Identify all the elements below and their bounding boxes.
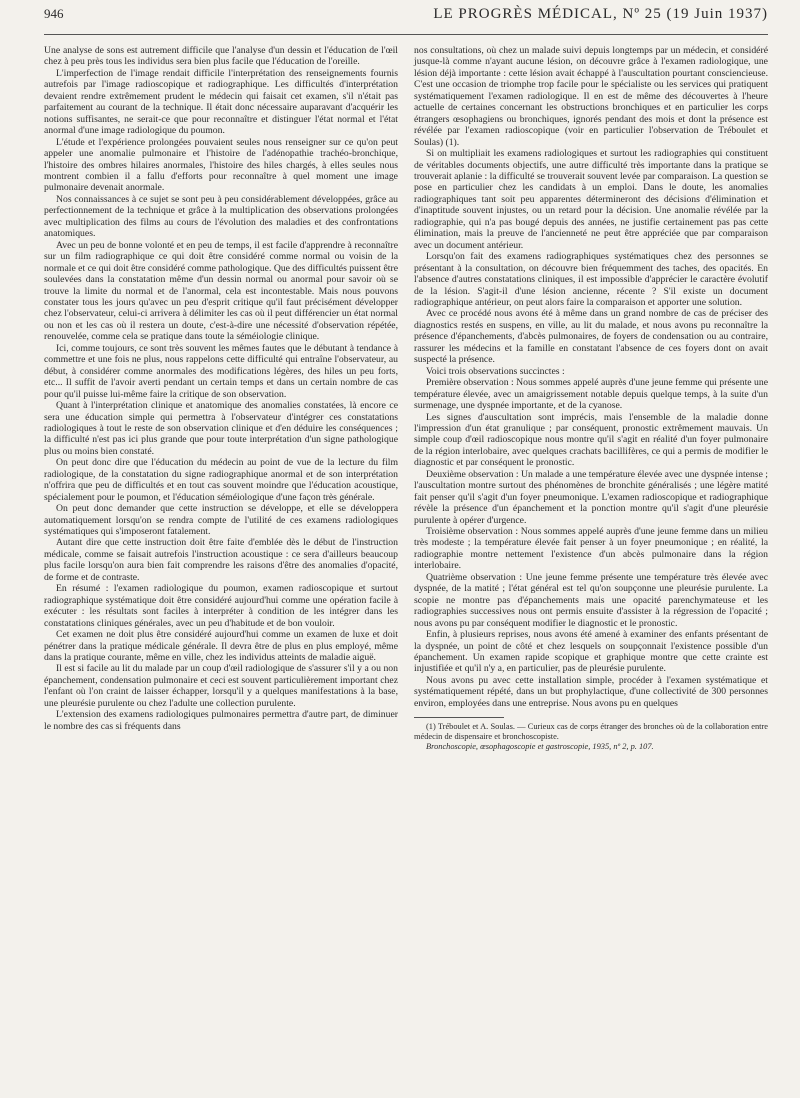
paragraph: Si on multipliait les examens radiologiques et surtout les radiographies qui constituent de véritables documents objectifs, une autre difficulté très importante dans la pratique se trouverait aplanie : la difficulté se trouverait souvent levée par comparaison. La question se pose en particulier chez les candidats à un emploi. Dans le doute, les anomalies radiographiques tant soit peu apparentes détermineront des décisions d'élimination et d'inaptitude souvent injustes, ou un retard pour la décision. Une anomalie révélée par la radiographie, qui n'a pas bougé depuis des années, ne justifie certainement pas pas cette élimination, mais la preuve de l'ancienneté ne peut être appréciée que par comparaison avec un document antérieur. <box>414 148 768 251</box>
running-title: LE PROGRÈS MÉDICAL, Nº 25 (19 Juin 1937) <box>433 6 768 22</box>
paragraph: Il est si facile au lit du malade par un coup d'œil radiologique de s'assurer s'il y a ou non épanchement, condensation pulmonaire et ceci est souvent particulièrement important chez l'enfant où l'on craint de laisser échapper, lorsqu'il y a quelques manifestations à la base, une pleurésie purulente ou chez l'adulte une collection purulente. <box>44 663 398 709</box>
paragraph: Nos connaissances à ce sujet se sont peu à peu considérablement développées, grâce au perfectionnement de la technique et grâce à la multiplication des observations prolongées avec multiplication des films au cours de l'évolution des maladies et des confrontations anatomiques. <box>44 193 398 240</box>
paragraph: Ici, comme toujours, ce sont très souvent les mêmes fautes que le débutant à tendance à commettre et une fois ne plus, nous rappelons cette difficulté qui entraîne l'observateur, au début, à considérer comme anormales des modifications légères, des hiles un peu forts, etc... Il suffit de l'avoir averti pendant un certain temps et dans un certain nombre de cas pour qu'il puisse lui-même faire la critique de son observation. <box>44 342 398 400</box>
paragraph: Cet examen ne doit plus être considéré aujourd'hui comme un examen de luxe et doit pénétrer dans la pratique médicale générale. Il devra être de plus en plus employé, même dans la pratique courante, même en ville, chez les individus atteints de maladie aiguë. <box>44 629 398 664</box>
paragraph: Quatrième observation : Une jeune femme présente une température très élevée avec dyspnée, de la matité ; l'état général est tel qu'on soupçonne une pleurésie purulente. La scopie ne montre pas d'épanchements mais une opacité parenchymateuse et les radiographies successives nous ont permis ensuite d'assister à la régression de l'opacité ; nous avons pu par conséquent modifier le diagnostic et le pronostic. <box>414 571 768 629</box>
paragraph: nos consultations, où chez un malade suivi depuis longtemps par un médecin, et considéré jusque-là comme n'ayant aucune lésion, on découvre grâce à l'examen radiologique, une lésion déjà importante : cette lésion avait échappé à l'auscultation pourtant consciencieuse. C'est une occasion de triomphe trop facile pour le spécialiste ou les services qui pratiquent systématiquement l'examen radiologique. Il en est de même des découvertes à l'heure actuelle de certaines concernant les obstructions bronchiques et en particulier les corps étrangers œsophagiens ou bronchiques, ignorés pendant des mois et dont la présence est révélée par l'examen radioscopique (voir en particulier l'observation de Tréboulet et Soulas) (1). <box>414 45 768 148</box>
paragraph: En résumé : l'examen radiologique du poumon, examen radioscopique et surtout radiographique systématique doit être considéré aujourd'hui comme une opération facile à exécuter : les résultats sont faciles à interpréter à condition de les intégrer dans les constatations cliniques générales, avec un peu d'habitude et de bon vouloir. <box>44 583 398 629</box>
paragraph: L'extension des examens radiologiques pulmonaires permettra d'autre part, de diminuer le nombre des cas si fréquents dans <box>44 709 398 732</box>
paragraph: Une analyse de sons est autrement difficile que l'analyse d'un dessin et l'éducation de l'œil chez à peu près tous les individus sera bien plus facile que l'éducation de l'oreille. <box>44 45 398 68</box>
footnote-citation: Bronchoscopie, œsophagoscopie et gastroscopie, 1935, nº 2, p. 107. <box>426 742 654 752</box>
paragraph: Les signes d'auscultation sont imprécis, mais l'ensemble de la maladie donne l'impression d'un état granulique ; par conséquent, pronostic extrêmement mauvais. Un simple coup d'œil radioscopique nous montre qu'il s'agit en réalité d'un foyer pulmonaire de la région interlobaire, avec quelques crachats bacillifères, ce qui a permis de modifier le diagnostic et par conséquent le pronostic. <box>414 411 768 469</box>
paragraph: Lorsqu'on fait des examens radiographiques systématiques chez des personnes se présentant à la consultation, on découvre bien fréquemment des taches, des opacités. En l'absence d'autres constatations cliniques, il est impossible d'apprécier le caractère évolutif de la lésion. S'agit-il d'une lésion ancienne, récente ? S'il existe un document radiographique antérieur, on peut alors faire la comparaison et apporter une solution. <box>414 251 768 308</box>
paragraph: Nous avons pu avec cette installation simple, procéder à l'examen systématique et systématiquement répété, dans un but prophylactique, d'une collectivité de 300 personnes environ, employées dans une entreprise. Nous avons pu en quelques <box>414 674 768 709</box>
paragraph: Voici trois observations succinctes : <box>426 365 565 377</box>
footnote-rule <box>414 717 504 718</box>
paragraph: Première observation : Nous sommes appelé auprès d'une jeune femme qui présente une température élevée, avec un amaigrissement notable depuis quelque temps, à la suite d'un surmenage, une dyspnée importante, et de la cyanose. <box>414 377 768 412</box>
paragraph: L'étude et l'expérience prolongées pouvaient seules nous renseigner sur ce qu'on peut appeler une anomalie pulmonaire et l'histoire de l'adénopathie trachéo-bronchique, l'histoire des ombres hilaires anormales, l'histoire des hiles chargés, à elles seules nous montrent combien il a fallu d'efforts pour reconnaître à quel moment une image pulmonaire devenait anormale. <box>44 136 398 194</box>
paragraph: Troisième observation : Nous sommes appelé auprès d'une jeune femme dans un milieu très modeste ; la température élevée fait penser à un foyer pneumonique ; en réalité, la radiographie montre nettement l'existence d'un abcès pulmonaire dans la région interlobaire. <box>414 526 768 572</box>
paragraph: On peut donc dire que l'éducation du médecin au point de vue de la lecture du film radiologique, de la constatation du signe radiographique anormal et de son interprétation n'offrira que peu de difficultés et en tout cas souvent moindre que l'éducation acoustique, spécialement pour le poumon, et l'éducation séméiologique d'une façon très générale. <box>44 457 398 503</box>
paragraph: L'imperfection de l'image rendait difficile l'interprétation des renseignements fournis autrefois par l'image radioscopique et radiographique. Les difficultés d'interprétation devaient rendre extrêmement prudent le médecin qui faisait cet examen, s'il n'était pas parfaitement au courant de la technique. Il était donc nécessaire auparavant d'acquérir les notions suffisantes, ne serait-ce que pour reconnaître et distinguer l'état normal et l'état anormal d'une image radiologique du poumon. <box>44 67 398 137</box>
footnote-reference: (1) Tréboulet et A. Soulas. — Curieux cas de corps étranger des bronches où de la collaboration entre médecin de dispensaire et bronchoscopiste. <box>414 722 768 742</box>
page-number: 946 <box>44 6 64 21</box>
article-body <box>44 45 768 752</box>
paragraph: Autant dire que cette instruction doit être faite d'emblée dès le début de l'instruction médicale, comme se faisait autrefois l'instruction acoustique : ce sera d'ailleurs beaucoup plus facile lorsqu'on aura bien fait comprendre les raisons d'être des anomalies d'opacité, de forme et de contraste. <box>44 537 398 583</box>
paragraph: Avec un peu de bonne volonté et en peu de temps, il est facile d'apprendre à reconnaître sur un film radiographique ce qui doit être considéré comme normal ou voisin de la normale et ce qui doit être considéré comme pathologique. Que des difficultés puissent être soulevées dans la constatation même d'un dessin normal ou anormal pour savoir où se trouve la limite du normal et de l'anormal, cela est incontestable. Mais nous pouvons constater tous les jours qu'avec un peu d'esprit critique qu'il faut précisément développer chez l'observateur, celui-ci arrivera à délimiter les cas où il peut différencier un état normal ou non et les cas où il restera un doute, c'est-à-dire une nécessité d'observation répétée, renouvelée, comme cela se pratique dans toute la séméiologie clinique. <box>44 239 398 343</box>
left-column <box>44 45 398 752</box>
running-header <box>44 6 768 35</box>
paragraph: Quant à l'interprétation clinique et anatomique des anomalies constatées, là encore ce sera une éducation simple qui permettra à l'observateur d'intégrer ces constatations radiologiques à tout le reste de son observation clinique et d'en déduire les conséquences ; la difficulté n'est pas ici plus grande que pour toute interprétation d'un signe pathologique plus ou moins bien constaté. <box>44 400 398 457</box>
paragraph: Avec ce procédé nous avons été à même dans un grand nombre de cas de préciser des diagnostics restés en suspens, en ville, au lit du malade, et nous avons pu reconnaître la présence d'épanchements, d'abcès pulmonaires, de foyers de condensation ou au contraire, rassurer les médecins et la famille en constatant l'absence de ces foyers dont on avait suspecté la présence. <box>414 308 768 366</box>
paragraph: Enfin, à plusieurs reprises, nous avons été amené à examiner des enfants présentant de la dyspnée, un point de côté et chez lesquels on soupçonnait l'existence possible d'un épanchement. Un examen rapide scopique et graphique montre que cette crainte est injustifiée et qu'il n'y a, en particulier, pas de pleurésie purulente. <box>414 629 768 675</box>
paragraph: On peut donc demander que cette instruction se développe, et elle se développera automatiquement lorsqu'on se rendra compte de l'utilité de ces examens radiologiques systématiques qui s'imposeront fatalement. <box>44 503 398 538</box>
footnote <box>414 722 768 752</box>
paragraph: Deuxième observation : Un malade a une température élevée avec une dyspnée intense ; l'auscultation montre surtout des phénomènes de bronchite généralisés ; une légère matité fait penser qu'il s'agit d'un foyer pneumonique. L'examen radioscopique et radiographique révèle la présence d'un épanchement et la ponction montre qu'il s'agit d'une pleurésie purulente à opérer d'urgence. <box>414 468 768 526</box>
right-column <box>414 45 768 709</box>
right-column-wrap <box>414 45 768 752</box>
